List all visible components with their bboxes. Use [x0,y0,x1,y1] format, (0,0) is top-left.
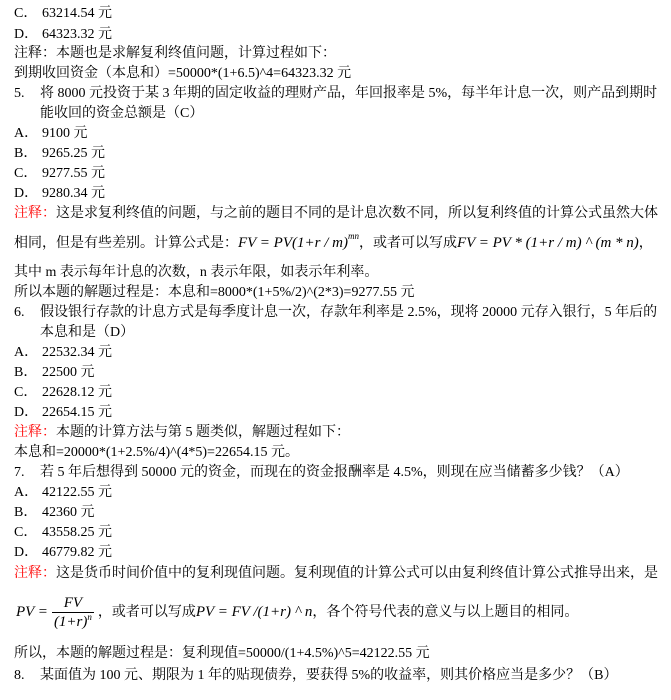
option-text: 63214.54 元 [42,6,112,21]
fv-formula-main: FV = PV(1+r / m) [238,235,348,251]
q5-note-symbols: 其中 m 表示每年计息的次数，n 表示年限，如表示年利率。 [14,265,379,280]
option-text: 42122.55 元 [42,485,112,500]
option-letter: A． [14,345,39,360]
note-label: 注释： [14,46,56,61]
q7-formula-line [16,590,578,634]
q6-option-a [14,343,112,363]
q6-note [14,423,350,443]
option-text: 22654.15 元 [42,405,112,420]
option-text: 46779.82 元 [42,545,112,560]
option-letter: C． [14,385,38,400]
note-text: ，各个符号代表的意义与以上题目的相同。 [312,605,579,620]
question-number: 6. [14,305,25,320]
note-text: ， [638,236,653,251]
note-text: ，或者可以写成 [358,236,457,251]
option-letter: D． [14,545,39,560]
q5-option-c [14,164,105,184]
question-text: 若 5 年后想得到 50000 元的资金，而现在的资金报酬率是 4.5%，则现在应当储蓄多少钱？（A） [40,465,629,480]
q7-solution: 所以，本题的解题过程是：复利现值=50000/(1+4.5%)^5=42122.55 元 [14,646,430,661]
option-text: 9265.25 元 [42,146,105,161]
fv-formula [238,231,359,251]
option-text: 42360 元 [42,505,95,520]
q7-note [14,564,658,584]
q4-solution: 到期收回资金（本息和）=50000*(1+6.5)^4=64323.32 元 [14,66,352,81]
option-letter: A． [14,485,39,500]
question-number: 8. [14,668,25,683]
q7-option-c [14,523,112,543]
note-text: 相同，但是有些差别。计算公式是： [14,236,238,251]
pv-formula-lhs: PV = [16,604,48,620]
q7-option-a [14,483,112,503]
option-letter: B． [14,146,38,161]
q5-option-d [14,184,105,204]
denominator-base: (1+r) [53,614,88,631]
question-number: 7. [14,465,25,480]
fv-formula-alt: FV = PV * (1+r / m) ^ (m * n) [456,235,639,251]
option-letter: C． [14,525,38,540]
option-text: 22628.12 元 [42,385,112,400]
fraction-denominator [52,613,94,631]
note-text: 这是求复利终值的问题，与之前的题目不同的是计息次数不同，所以复利终值的计算公式虽然大体 [56,206,658,221]
option-text: 22500 元 [42,365,95,380]
question-text: 某面值为 100 元、期限为 1 年的贴现债券，要获得 5%的收益率，则其价格应当是多少？（B） [40,668,618,683]
q5-option-a [14,124,88,144]
note-label: 注释： [14,425,56,440]
fv-formula-exponent: mn [347,231,359,241]
q6-option-c [14,383,112,403]
q5-option-b [14,144,105,164]
q7-stem [14,463,629,483]
option-text: 43558.25 元 [42,525,112,540]
option-text: 9280.34 元 [42,186,105,201]
option-letter: B． [14,365,38,380]
option-letter: A． [14,126,39,141]
q4-option-d [14,25,112,45]
q5-solution: 所以本题的解题过程是：本息和=8000*(1+5%/2)^(2*3)=9277.55 元 [14,285,415,300]
q7-option-b [14,503,95,523]
question-number: 5. [14,86,25,101]
q6-solution: 本息和=20000*(1+2.5%/4)^(4*5)=22654.15 元。 [14,445,299,460]
option-letter: D． [14,27,39,42]
q6-option-b [14,363,95,383]
pv-formula [16,595,98,631]
fraction-numerator: FV [52,594,94,613]
question-text: 将 8000 元投资于某 3 年期的固定收益的理财产品，年回报率是 5%，每半年计息一次，则产品到期时 [40,86,658,101]
option-letter: C． [14,6,38,21]
q4-option-c [14,4,112,24]
pv-formula-fraction [52,594,94,631]
q4-note [14,44,336,64]
option-letter: D． [14,186,39,201]
note-text: ，或者可以写成 [97,605,196,620]
q6-stem [14,303,657,323]
note-text: 这是货币时间价值中的复利现值问题。复利现值的计算公式可以由复利终值计算公式推导出来，是 [56,566,658,581]
note-text: 本题也是求解复利终值问题，计算过程如下： [56,46,336,61]
option-text: 9100 元 [42,126,88,141]
option-text: 22532.34 元 [42,345,112,360]
q8-stem [14,666,618,686]
option-letter: B． [14,505,38,520]
option-letter: C． [14,166,38,181]
note-label: 注释： [14,206,56,221]
note-label: 注释： [14,566,56,581]
q5-stem-continued: 能收回的资金总额是（C） [40,106,204,121]
pv-formula-alt: PV = FV /(1+r) ^ n [195,604,313,620]
option-text: 9277.55 元 [42,166,105,181]
q6-option-d [14,403,112,423]
question-text: 假设银行存款的计息方式是每季度计息一次，存款年利率是 2.5%，现将 20000 元存入银行，5 年后的 [40,305,658,320]
denominator-exponent: n [87,612,92,623]
q5-formula-line [14,229,653,257]
q7-option-d [14,543,112,563]
option-text: 64323.32 元 [42,27,112,42]
option-letter: D． [14,405,39,420]
q6-stem-continued: 本息和是（D） [40,325,135,340]
q5-note [14,204,658,224]
note-text: 本题的计算方法与第 5 题类似，解题过程如下： [56,425,350,440]
q5-stem [14,84,657,104]
